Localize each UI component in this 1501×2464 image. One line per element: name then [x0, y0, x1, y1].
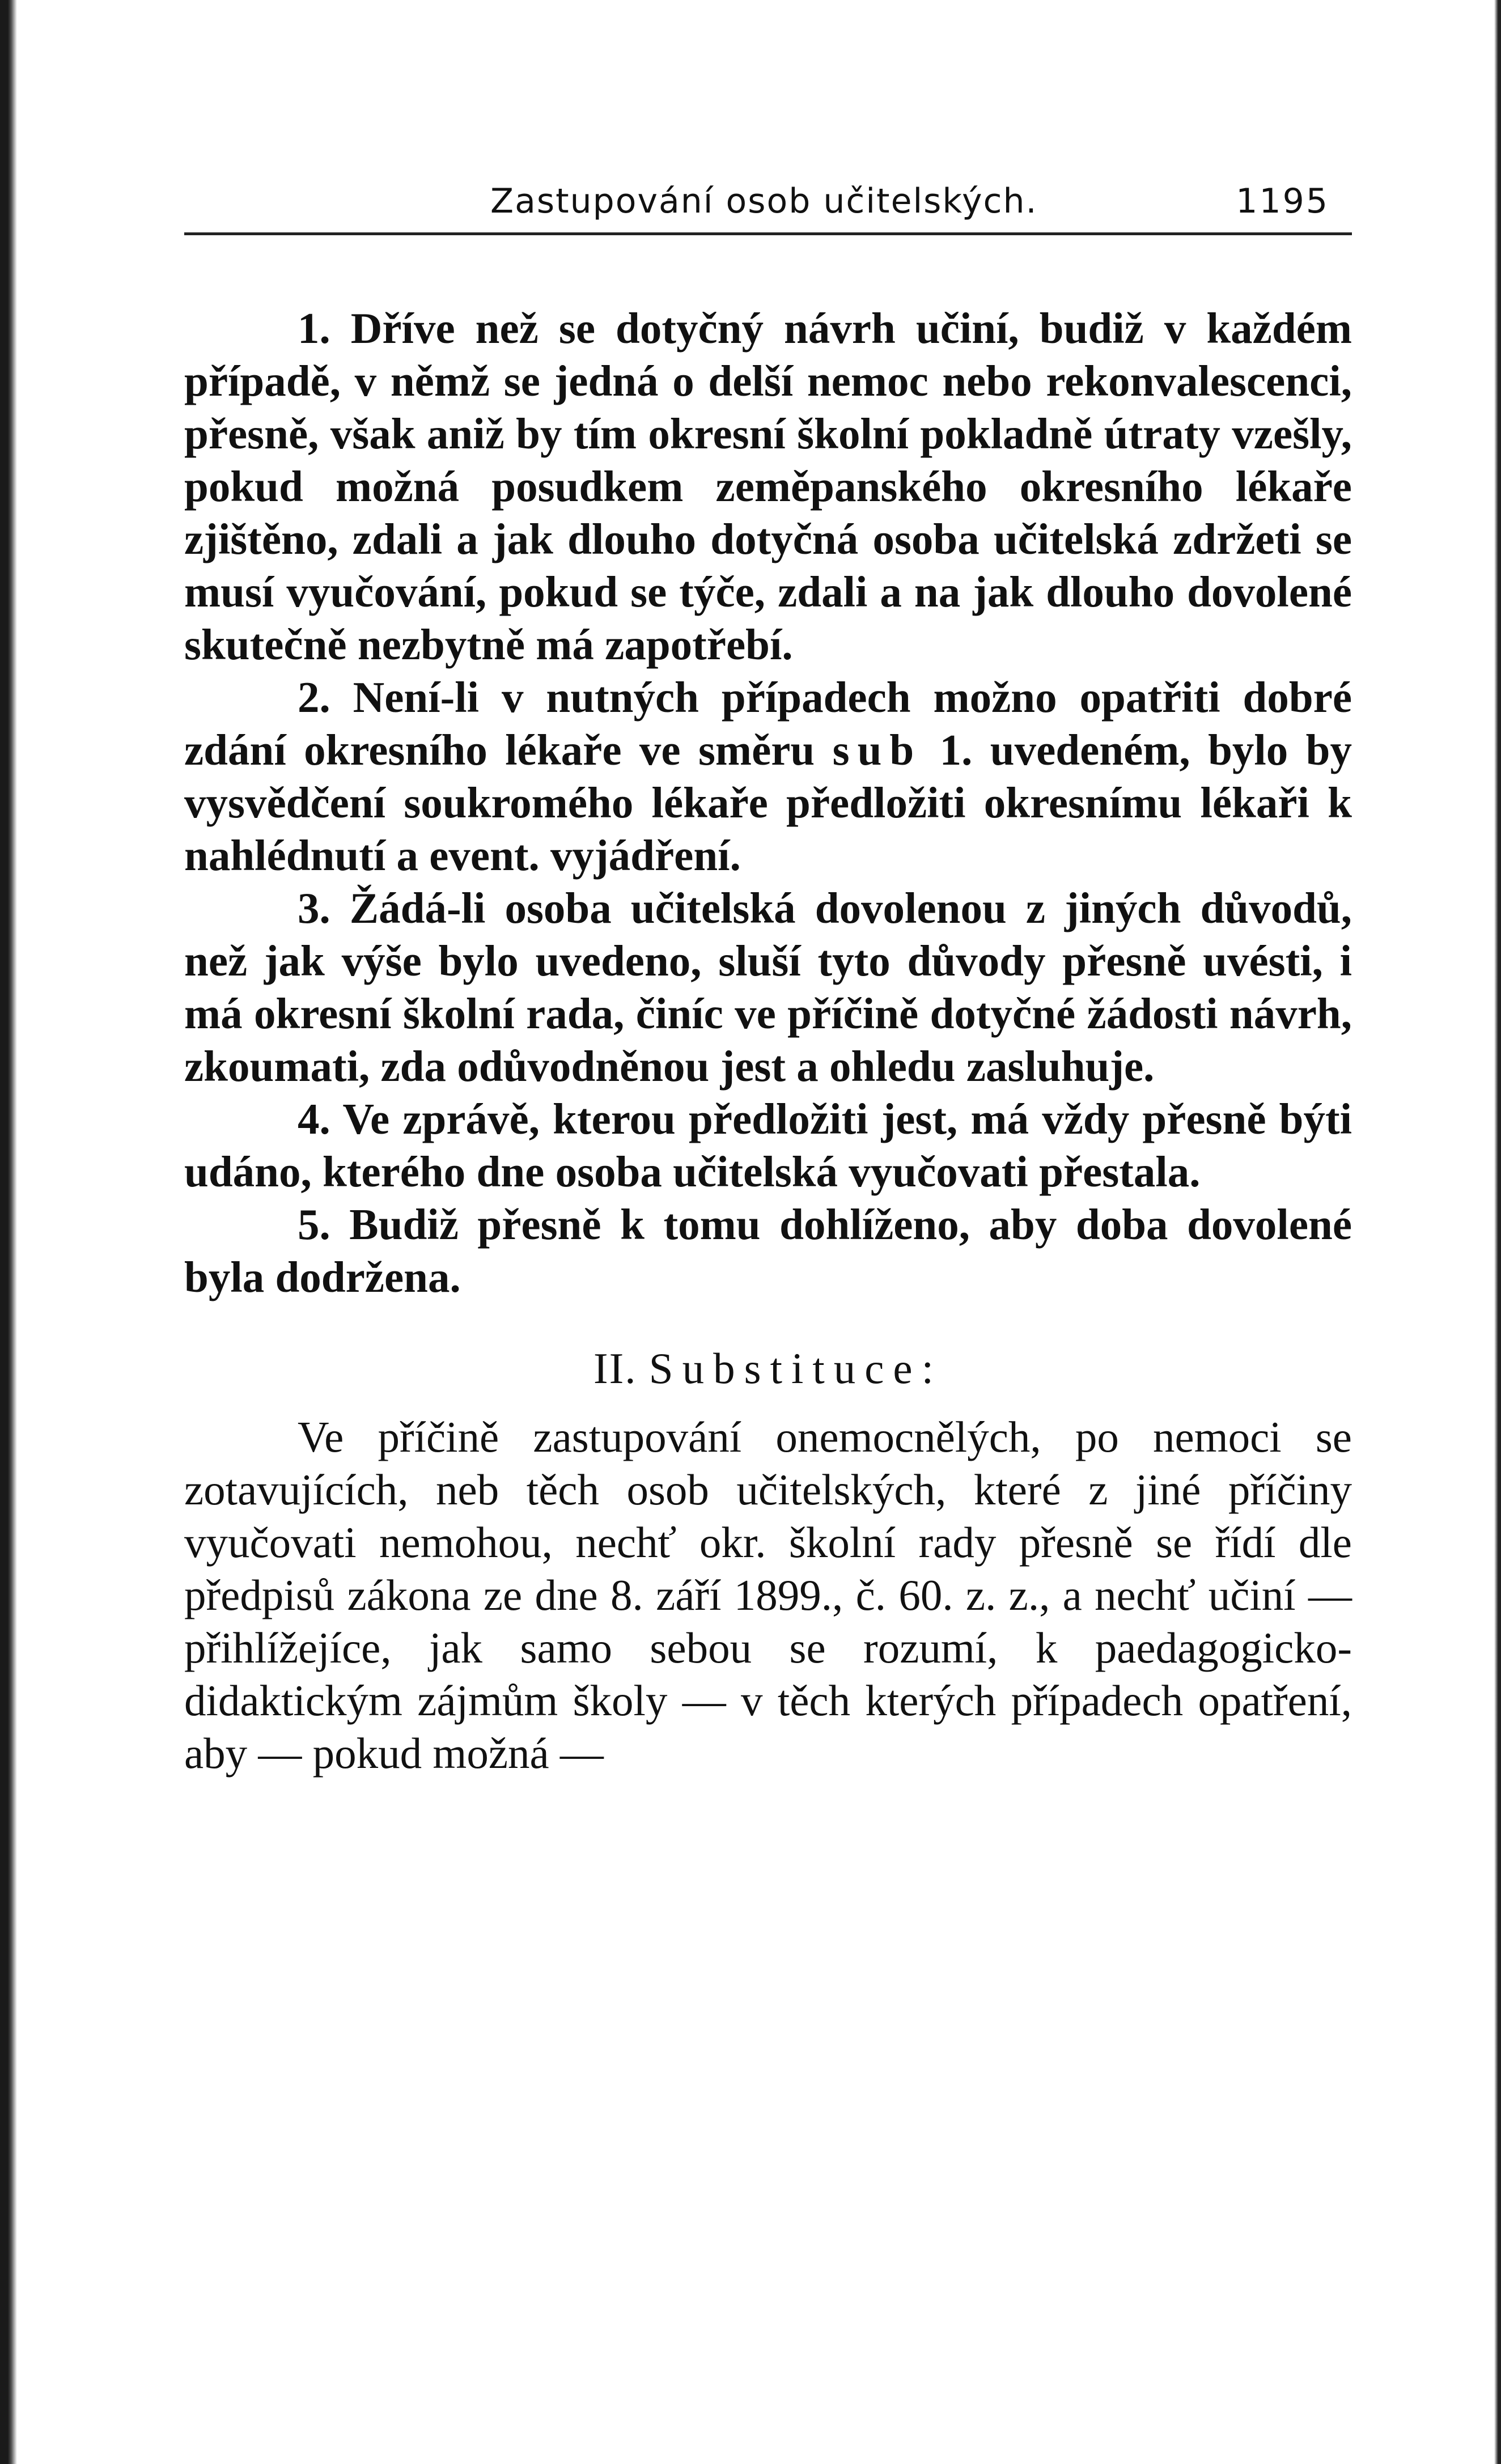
section-1 — [184, 302, 1352, 1304]
paragraph-2-sub: sub — [832, 726, 922, 774]
running-header — [184, 170, 1352, 235]
scan-left-edge — [0, 0, 17, 2464]
paragraph-1: 1. Dříve než se dotyčný návrh učiní, budiž v každém případě, v němž se jedná o delší nemoc nebo rekonvalescenci, přesně, však aniž by tím okresní školní pokladně útraty vzešly, pokud možná posudkem zeměpanského okresního lékaře zjištěno, zdali a jak dlouho dotyčná osoba učitelská zdržeti se musí vyučování, pokud se týče, zdali a na jak dlouho dovolené skutečně nezbytně má zapotřebí. — [184, 304, 1352, 669]
scan-right-edge — [1494, 0, 1501, 2464]
page-number: 1195 — [1236, 181, 1329, 221]
paragraph-3: 3. Žádá-li osoba učitelská dovolenou z jiných důvodů, než jak výše bylo uvedeno, sluší tyto důvody přesně uvésti, i má okresní školní rada, činíc ve příčině dotyčné žádosti návrh, zkoumati, zda odůvodněnou jest a ohledu zasluhuje. — [184, 884, 1352, 1091]
paragraph-2-start: 2. Není-li v nutných případech možno opatřiti dobré zdání okresního lékaře ve směru — [184, 673, 1352, 774]
section-2 — [184, 1411, 1352, 1780]
section-2-number: II. — [593, 1344, 637, 1393]
paragraph-2-end: 1. uvedeném, bylo by vysvědčení soukromého lékaře předložiti okresnímu lékaři k nahlédnutí a event. vyjádření. — [184, 726, 1352, 880]
paragraph-4: 4. Ve zprávě, kterou předložiti jest, má vždy přesně býti udáno, kterého dne osoba učitelská vyučovati přestala. — [184, 1095, 1352, 1196]
document-page — [184, 170, 1352, 1780]
paragraph-2 — [184, 671, 1352, 882]
section-2-title: Substituce: — [648, 1344, 943, 1393]
section-2-paragraph-1: Ve příčině zastupování onemocnělých, po nemoci se zotavujících, neb těch osob učitelských, které z jiné příčiny vyučovati nemohou, nechť okr. školní rady přesně se řídí dle předpisů zákona ze dne 8. září 1899., č. 60. z. z., a nechť učiní — přihlížejíce, jak samo sebou se rozumí, k paedagogicko-didaktickým zájmům školy — v těch kterých případech opatření, aby — pokud možná — — [184, 1413, 1352, 1778]
section-2-heading — [184, 1342, 1352, 1395]
paragraph-5: 5. Budiž přesně k tomu dohlíženo, aby doba dovolené byla dodržena. — [184, 1200, 1352, 1301]
header-title: Zastupování osob učitelských. — [490, 181, 1038, 221]
